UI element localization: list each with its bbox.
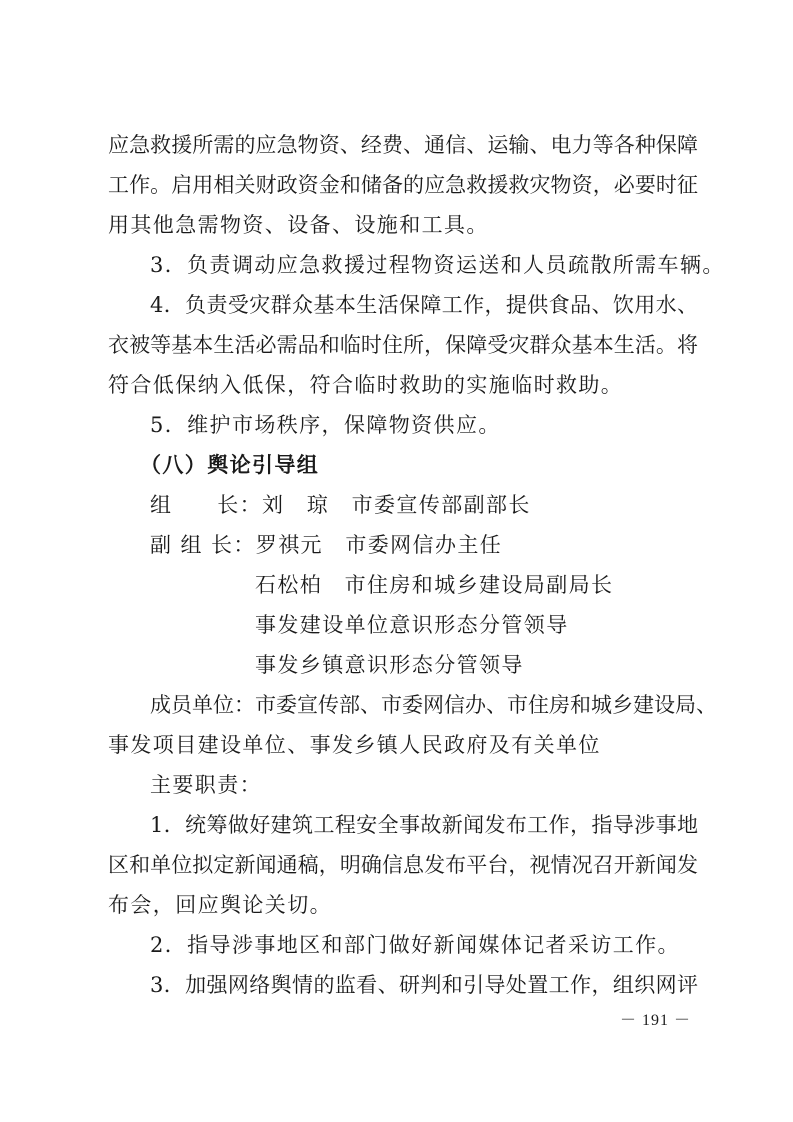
paragraph-line: 布会，回应舆论关切。: [108, 893, 332, 917]
deputy-leader-line: 副 组 长：罗祺元 市委网信办主任: [150, 533, 503, 557]
deputy-leader-line: 石松柏 市住房和城乡建设局副局长: [255, 573, 614, 597]
list-item: 2．指导涉事地区和部门做好新闻媒体记者采访工作。: [150, 933, 680, 957]
paragraph-line: 符合低保纳入低保，符合临时救助的实施临时救助。: [108, 373, 624, 397]
page-number: － 191 －: [620, 1012, 692, 1029]
leader-line: 组 长：刘 琼 市委宣传部副部长: [150, 493, 531, 517]
duties-heading: 主要职责：: [150, 773, 262, 797]
paragraph-line: 工作。启用相关财政资金和储备的应急救援救灾物资，必要时征: [108, 173, 698, 197]
list-item: 5．维护市场秩序，保障物资供应。: [150, 413, 501, 437]
paragraph-line: 衣被等基本生活必需品和临时住所，保障受灾群众基本生活。将: [108, 333, 698, 357]
paragraph-line: 用其他急需物资、设备、设施和工具。: [108, 213, 489, 237]
list-item: 3．负责调动应急救援过程物资运送和人员疏散所需车辆。: [150, 253, 725, 277]
deputy-leader-line: 事发乡镇意识形态分管领导: [255, 653, 524, 677]
list-item: 1．统筹做好建筑工程安全事故新闻发布工作，指导涉事地: [150, 813, 698, 837]
list-item: 4．负责受灾群众基本生活保障工作，提供食品、饮用水、: [150, 293, 698, 317]
paragraph-line: 区和单位拟定新闻通稿，明确信息发布平台，视情况召开新闻发: [108, 853, 698, 877]
section-heading: （八）舆论引导组: [140, 452, 320, 477]
deputy-leader-line: 事发建设单位意识形态分管领导: [255, 613, 569, 637]
member-units-line: 事发项目建设单位、事发乡镇人民政府及有关单位: [108, 733, 601, 757]
list-item: 3．加强网络舆情的监看、研判和引导处置工作，组织网评: [150, 973, 698, 997]
paragraph-line: 应急救援所需的应急物资、经费、通信、运输、电力等各种保障: [108, 133, 698, 157]
member-units-line: 成员单位：市委宣传部、市委网信办、市住房和城乡建设局、: [150, 693, 717, 717]
